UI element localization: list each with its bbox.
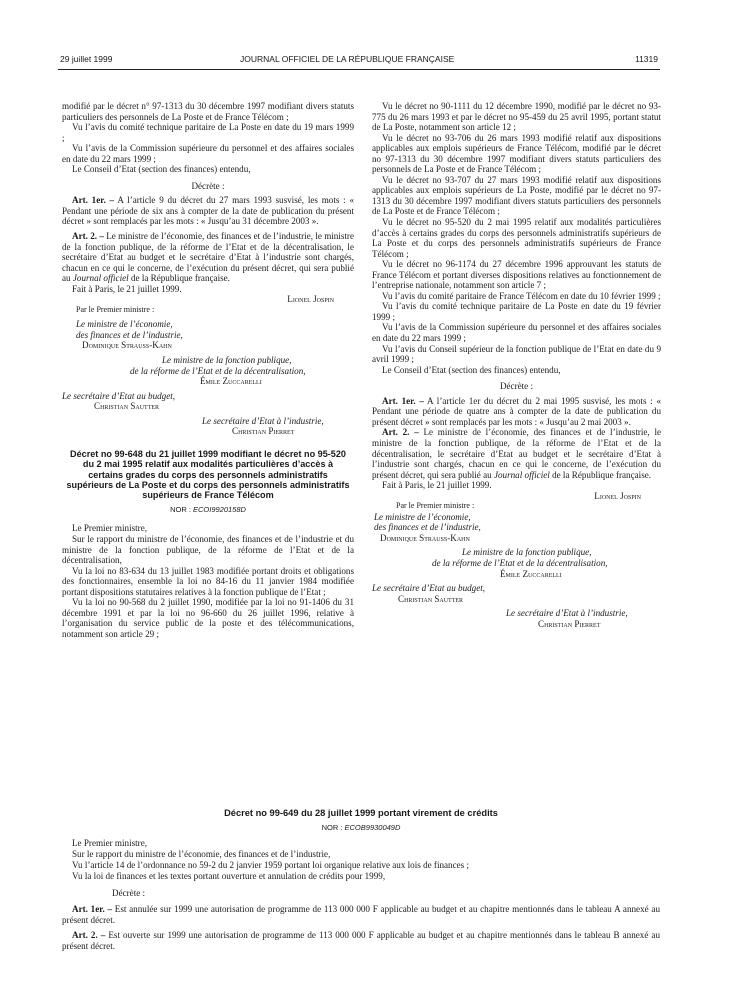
article-label: Art. 2. – bbox=[72, 930, 106, 941]
decrete-heading: Décrète : bbox=[499, 381, 534, 392]
nor-reference: NOR : ECOB9930049D bbox=[321, 823, 401, 833]
paragraph: Vu l’avis du Conseil supérieur de la fonction publique de l’Etat en date du 9 avril 1999 ; bbox=[372, 343, 661, 365]
article-2: Art. 2. – Est ouverte sur 1999 une autorisation de programme de 113 000 000 F applicable au budget et au chapitre mentionnés dans le tableau B annexé au présent décret. bbox=[62, 930, 661, 952]
signatory-name: Christian Sautter bbox=[94, 401, 160, 412]
article-label: Art. 1er. – bbox=[72, 195, 115, 206]
decree-3 bbox=[62, 808, 660, 952]
signatory-name: Christian Pierret bbox=[232, 426, 295, 437]
minister-title: Le secrétaire d’Etat à l’industrie, bbox=[202, 415, 324, 426]
article-1: Art. 1er. – A l’article 9 du décret du 27 mars 1993 susvisé, les mots : « Pendant une période de six ans à compter de la date de publication du présent décret » sont remplacés par les mots : « Jusqu’au 31 décembre 2003 ». bbox=[62, 195, 354, 227]
paragraph: Vu la loi de finances et les textes portant ouverture et annulation de crédits pour 1999, bbox=[72, 871, 386, 882]
signature-date: Fait à Paris, le 21 juillet 1999. bbox=[72, 283, 182, 294]
page-header bbox=[60, 54, 658, 68]
article-2: Art. 2. – Le ministre de l’économie, des finances et de l’industrie, le ministre de la fonction publique, de la réforme de l’Etat et de la décentralisation, le secrétaire d’Etat au budget et le secrétaire d’Etat à l’industrie sont chargés, chacun en ce qui le concerne, de l’exécution du présent décret, qui sera publié au Journal officiel de la République française. bbox=[372, 427, 662, 480]
paragraph: modifié par le décret n° 97-1313 du 30 décembre 1997 modifiant divers statuts particuliers des personnels de La Poste et de France Télécom ; bbox=[62, 101, 354, 122]
header-rule bbox=[58, 69, 660, 70]
header-page-number: 11319 bbox=[634, 54, 658, 64]
paragraph: Vu la loi no 90-568 du 2 juillet 1990, modifiée par la loi no 91-1406 du 31 décembre 1991 et par la loi no 96-660 du 26 juillet 1996, relative à l’organisation du service public de la poste et des télécommunications, notamment son article 29 ; bbox=[62, 597, 354, 639]
signatory-name: Lionel Jospin bbox=[287, 294, 334, 305]
nor-reference: NOR : ECOI9920158D bbox=[170, 504, 246, 514]
signatory-name: Lionel Jospin bbox=[594, 490, 641, 501]
paragraph: Vu le décret no 93-707 du 27 mars 1993 modifié relatif aux dispositions applicables aux emplois supérieurs de La Poste, modifié par le décret no 97-1313 du 30 décembre 1997 modifiant divers statuts particuliers des personnels de La Poste et de France Télécom ; bbox=[372, 174, 661, 217]
signatory-name: Dominique Strauss-Kahn bbox=[82, 340, 172, 351]
article-label: Art. 2. – bbox=[72, 231, 104, 242]
signature-intro: Par le Premier ministre : bbox=[76, 304, 155, 314]
minister-title: des finances et de l’industrie, bbox=[374, 522, 481, 533]
article-label: Art. 2. – bbox=[382, 427, 419, 438]
paragraph: Sur le rapport du ministre de l’économie, des finances et de l’industrie et du ministre de la fonction publique, de la réforme de l’Etat et de la décentralisation, bbox=[62, 533, 354, 566]
decree-title: Décret no 99-649 du 28 juillet 1999 portant virement de crédits bbox=[224, 808, 498, 818]
signature-intro: Par le Premier ministre : bbox=[396, 501, 475, 511]
minister-title: Le secrétaire d’Etat au budget, bbox=[372, 583, 486, 594]
paragraph: Le Conseil d’Etat (section des finances) entendu, bbox=[72, 164, 251, 175]
article-label: Art. 1er. – bbox=[382, 395, 424, 406]
paragraph: Vu l’avis de la Commission supérieure du personnel et des affaires sociales en date du 22 mars 1999 ; bbox=[372, 322, 661, 344]
minister-title: Le ministre de la fonction publique, bbox=[462, 547, 592, 558]
left-column bbox=[62, 101, 354, 639]
signatory-name: Émile Zuccarelli bbox=[500, 568, 562, 579]
paragraph: Le Conseil d’Etat (section des finances) entendu, bbox=[382, 364, 561, 375]
minister-title: Le ministre de l’économie, bbox=[76, 319, 173, 330]
decree-title: Décret no 99-648 du 21 juillet 1999 modifiant le décret no 95-520 du 2 mai 1995 relatif aux modalités particulières d’accès à certains grades du corps des personnels administratifs supérieurs de La Poste et du corps des personnels administratifs supérieurs de France Télécom bbox=[66, 448, 350, 501]
article-2: Art. 2. – Le ministre de l’économie, des finances et de l’industrie, le ministre de la fonction publique, de la réforme de l’Etat et de la décentralisation, le secrétaire d’Etat au budget et le secrétaire d’Etat à l’industrie sont chargés, chacun en ce qui le concerne, de l’exécution du présent décret, qui sera publié au Journal officiel de la République française. bbox=[62, 231, 354, 284]
signatory-name: Christian Sautter bbox=[398, 593, 464, 604]
article-label: Art. 1er. – bbox=[72, 903, 113, 914]
minister-title: Le secrétaire d’Etat au budget, bbox=[62, 390, 176, 401]
minister-title: de la réforme de l’Etat et de la décentralisation, bbox=[130, 365, 306, 376]
minister-title: Le ministre de l’économie, bbox=[374, 511, 471, 522]
paragraph: Vu le décret no 95-520 du 2 mai 1995 relatif aux modalités particulières d’accès à certains grades du corps des personnels administratifs supérieurs de La Poste et du corps des personnels administratifs supérieurs de France Télécom ; bbox=[372, 217, 661, 259]
paragraph: Le Premier ministre, bbox=[72, 523, 148, 534]
right-column bbox=[372, 101, 661, 629]
paragraph: Vu le décret no 96-1174 du 27 décembre 1996 approuvant les statuts de France Télécom et portant diverses dispositions relatives au fonctionnement de l’entreprise nationale, notamment son article 7 ; bbox=[372, 259, 661, 291]
paragraph: Sur le rapport du ministre de l’économie, des finances et de l’industrie, bbox=[72, 848, 331, 859]
minister-title: Le secrétaire d’Etat à l’industrie, bbox=[506, 608, 628, 619]
signatory-name: Dominique Strauss-Kahn bbox=[380, 532, 470, 543]
minister-title: de la réforme de l’Etat et de la décentralisation, bbox=[432, 557, 608, 568]
paragraph: Vu la loi no 83-634 du 13 juillet 1983 modifiée portant droits et obligations des fonctionnaires, ensemble la loi no 84-16 du 11 janvier 1984 modifiée portant dispositions statutaires relatives à la fonction publique de l’Etat ; bbox=[62, 565, 354, 597]
minister-title: des finances et de l’industrie, bbox=[76, 329, 183, 340]
header-date: 29 juillet 1999 bbox=[60, 54, 113, 64]
paragraph: Vu l’avis du comité technique paritaire de La Poste en date du 19 mars 1999 ; bbox=[62, 122, 354, 143]
article-1: Art. 1er. – A l’article 1er du décret du 2 mai 1995 susvisé, les mots : « Pendant une période de quatre ans à compter de la date de publication du présent décret » sont remplacés par les mots : « Jusqu’au 2 mai 2003 ». bbox=[372, 395, 661, 427]
paragraph: Vu le décret no 90-1111 du 12 décembre 1990, modifié par le décret no 93-775 du 26 mars 1993 et par le décret no 95-459 du 25 avril 1995, portant statut de La Poste, notamment son article 12 ; bbox=[372, 101, 661, 133]
paragraph: Vu l’avis de la Commission supérieure du personnel et des affaires sociales en date du 22 mars 1999 ; bbox=[62, 143, 354, 164]
article-1: Art. 1er. – Est annulée sur 1999 une autorisation de programme de 113 000 000 F applicable au budget et au chapitre mentionnés dans le tableau A annexé au présent décret. bbox=[62, 903, 660, 925]
minister-title: Le ministre de la fonction publique, bbox=[162, 355, 292, 366]
paragraph: Vu l’avis du comité technique paritaire de La Poste en date du 19 février 1999 ; bbox=[372, 301, 661, 322]
signature-date: Fait à Paris, le 21 juillet 1999. bbox=[382, 480, 492, 491]
header-journal: JOURNAL OFFICIEL DE LA RÉPUBLIQUE FRANÇAISE bbox=[240, 54, 455, 64]
paragraph: Vu l’article 14 de l’ordonnance no 59-2 du 2 janvier 1959 portant loi organique relative aux lois de finances ; bbox=[72, 860, 470, 871]
decrete-heading: Décrète : bbox=[191, 180, 225, 191]
signatory-name: Émile Zuccarelli bbox=[200, 376, 262, 387]
paragraph: Vu le décret no 93-706 du 26 mars 1993 modifié relatif aux dispositions applicables aux emplois supérieurs de France Télécom, modifié par le décret no 97-1313 du 30 décembre 1997 modifiant divers statuts particuliers des personnels de La Poste et de France Télécom ; bbox=[372, 132, 661, 175]
paragraph: Vu l’avis du comité paritaire de France Télécom en date du 10 février 1999 ; bbox=[382, 290, 661, 301]
paragraph: Le Premier ministre, bbox=[72, 837, 148, 848]
decrete-heading: Décrète : bbox=[112, 888, 146, 899]
signatory-name: Christian Pierret bbox=[538, 618, 601, 629]
